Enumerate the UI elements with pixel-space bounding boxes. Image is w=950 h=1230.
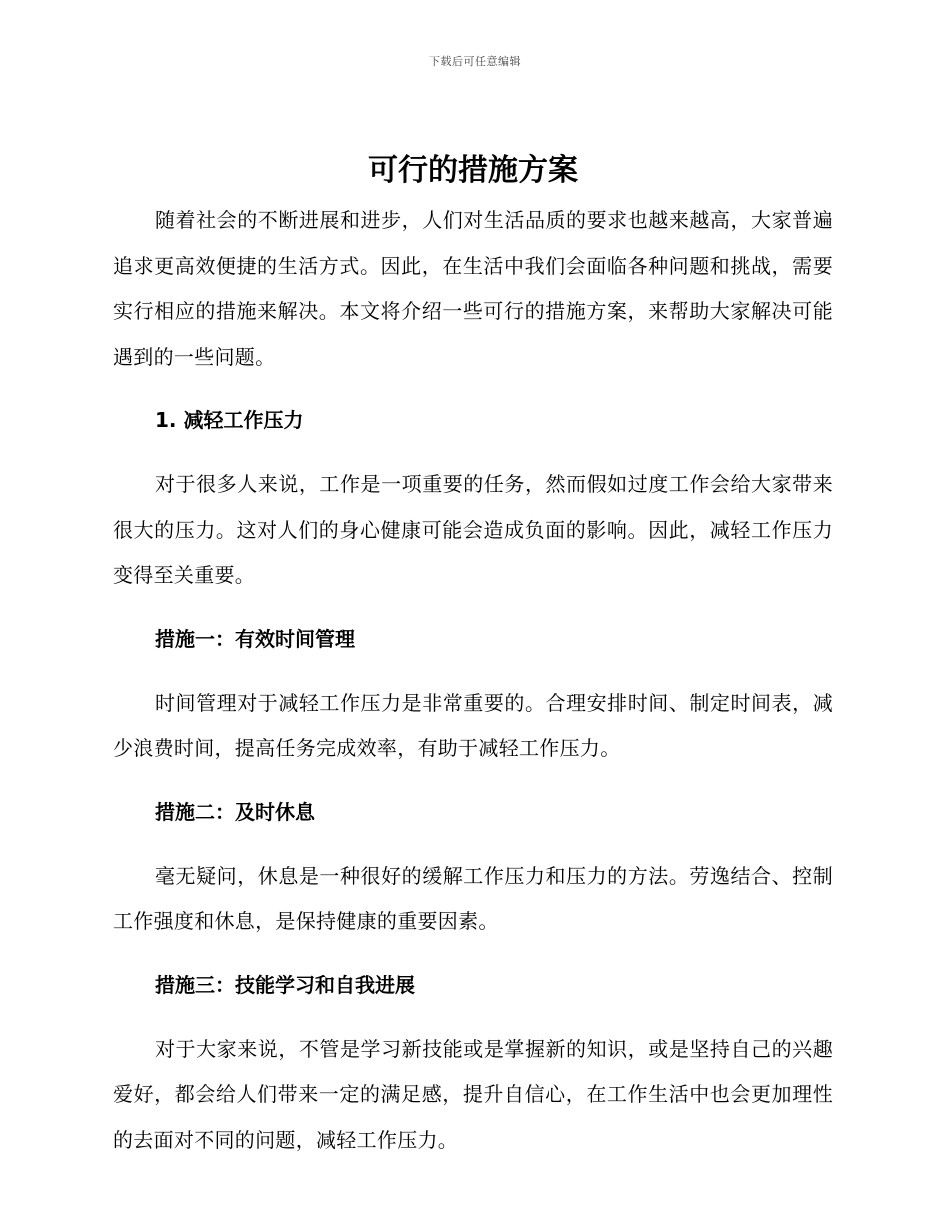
intro-paragraph: 随着社会的不断进展和进步，人们对生活品质的要求也越来越高，大家普遍追求更高效便捷的生活方式。因此，在生活中我们会面临各种问题和挑战，需要实行相应的措施来解决。本文将介绍一些可行的措施方案，来帮助大家解决可能遇到的一些问题。	[113, 208, 833, 369]
section-1-paragraph: 对于很多人来说，工作是一项重要的任务，然而假如过度工作会给大家带来很大的压力。这对人们的身心健康可能会造成负面的影响。因此，减轻工作压力变得至关重要。	[113, 472, 833, 587]
measure-2-paragraph: 毫无疑问，休息是一种很好的缓解工作压力和压力的方法。劳逸结合、控制工作强度和休息，是保持健康的重要因素。	[113, 863, 833, 933]
section-heading-1: 1. 减轻工作压力	[155, 408, 304, 432]
measure-1-paragraph: 时间管理对于减轻工作压力是非常重要的。合理安排时间、制定时间表，减少浪费时间，提高任务完成效率，有助于减轻工作压力。	[113, 690, 833, 760]
header-note: 下载后可任意编辑	[429, 55, 521, 68]
measure-3-paragraph: 对于大家来说，不管是学习新技能或是掌握新的知识，或是坚持自己的兴趣爱好，都会给人们带来一定的满足感，提升自信心，在工作生活中也会更加理性的去面对不同的问题，减轻工作压力。	[113, 1036, 833, 1152]
document-body	[113, 148, 833, 1163]
measure-2-heading: 措施二：及时休息	[155, 799, 315, 824]
measure-3-heading: 措施三：技能学习和自我进展	[155, 972, 415, 997]
document-title: 可行的措施方案	[368, 153, 578, 188]
measure-1-heading: 措施一：有效时间管理	[155, 626, 355, 651]
